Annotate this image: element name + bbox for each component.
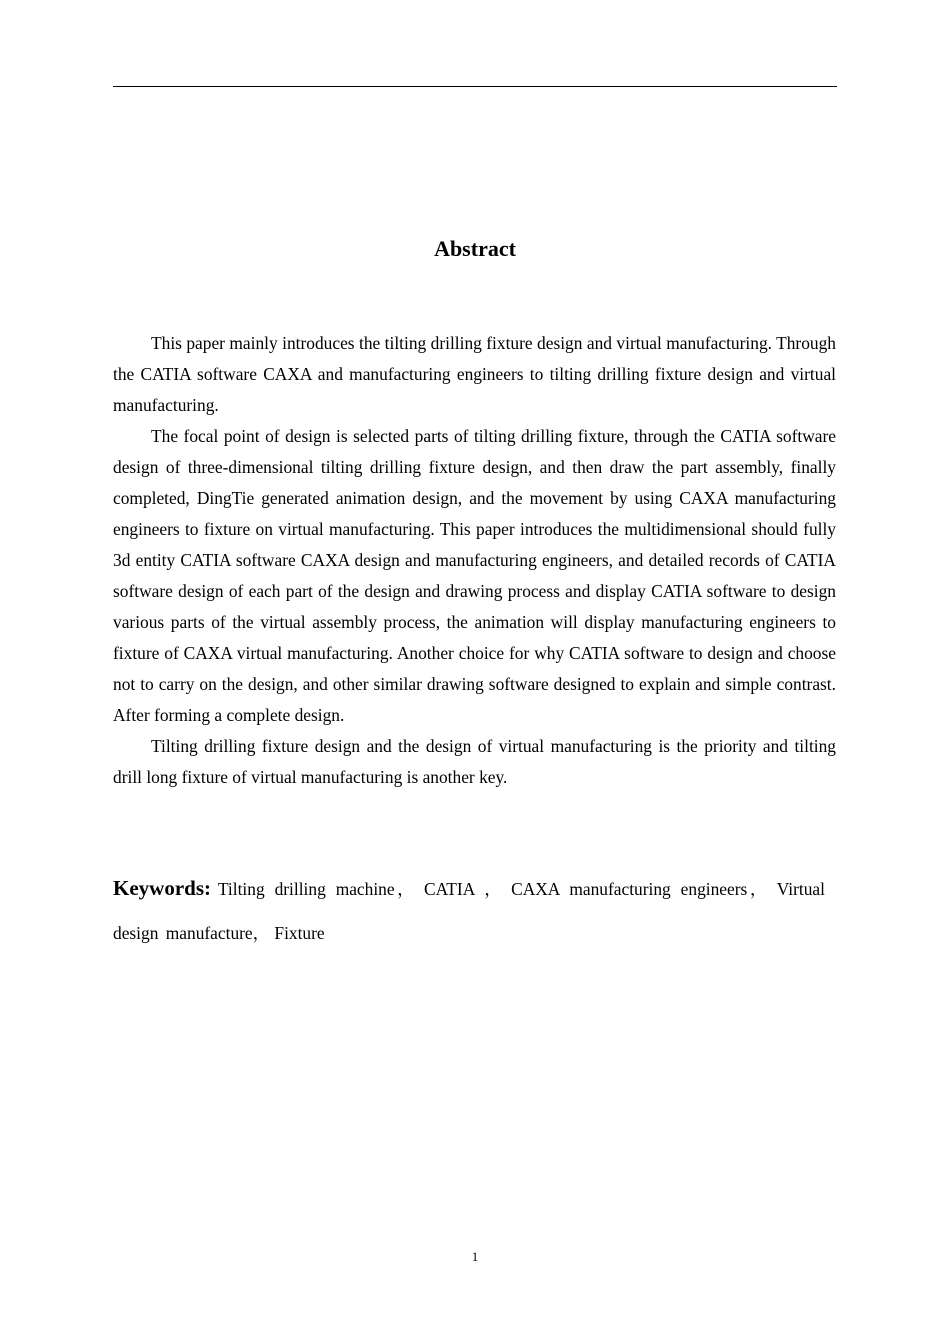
page-title: Abstract <box>434 236 516 261</box>
keyword-item: Virtual design manufacture， <box>113 879 825 943</box>
keyword-item: CATIA ， <box>424 879 505 899</box>
keyword-item: CAXA manufacturing engineers， <box>511 879 770 899</box>
keywords-label: Keywords: <box>113 876 211 900</box>
keyword-item: Fixture <box>274 923 325 943</box>
abstract-body <box>113 328 836 793</box>
keyword-item: Tilting drilling machine， <box>217 879 418 899</box>
page-number: 1 <box>471 1249 479 1264</box>
abstract-paragraph: Tilting drilling fixture design and the design of virtual manufacturing is the priority and tilting drill long fixture of virtual manufacturing is another key. <box>113 736 836 787</box>
abstract-paragraph: This paper mainly introduces the tilting drilling fixture design and virtual manufacturing. Through the CATIA software CAXA and manufacturing engineers to tilting drilling fixture design and virtual manufacturing. <box>113 333 836 415</box>
keywords-section <box>113 866 825 955</box>
header-rule <box>113 86 837 87</box>
abstract-paragraph: The focal point of design is selected parts of tilting drilling fixture, through the CATIA software design of three-dimensional tilting drilling fixture design, and then draw the part assembly, finally completed, DingTie generated animation design, and the movement by using CAXA manufacturing engineers to fixture on virtual manufacturing. This paper introduces the multidimensional should fully 3d entity CATIA software CAXA design and manufacturing engineers, and detailed records of CATIA software design of each part of the design and drawing process and display CATIA software to design various parts of the virtual assembly process, the animation will display manufacturing engineers to fixture of CAXA virtual manufacturing. Another choice for why CATIA software to design and choose not to carry on the design, and other similar drawing software designed to explain and simple contrast. After forming a complete design. <box>113 426 836 725</box>
